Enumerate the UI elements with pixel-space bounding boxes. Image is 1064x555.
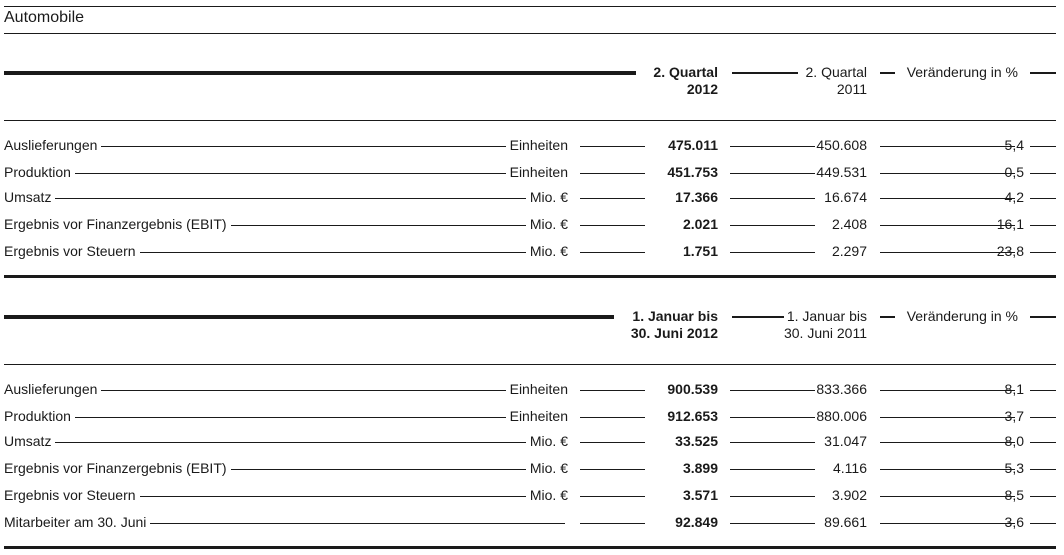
- row-label: Ergebnis vor Finanzergebnis (EBIT): [4, 460, 231, 476]
- leader-line: [580, 198, 645, 199]
- value-change: 4,2: [1004, 189, 1024, 205]
- leader-line: [730, 469, 815, 470]
- value-prior: 2.297: [831, 243, 867, 259]
- header-col-prior: [784, 308, 867, 342]
- leader-line: [580, 523, 645, 524]
- leader-line: [1030, 523, 1056, 524]
- leader-line: [880, 390, 1015, 391]
- table-row: [0, 379, 1064, 399]
- value-prior: 450.608: [816, 137, 867, 153]
- value-change: 8,1: [1004, 381, 1024, 397]
- row-label: Auslieferungen: [4, 137, 101, 153]
- row-unit: Mio. €: [526, 216, 568, 232]
- value-change: 3,6: [1004, 514, 1024, 530]
- row-unit: Einheiten: [506, 408, 568, 424]
- table-bottom-rule: [4, 275, 1056, 278]
- header-col-change: Veränderung in %: [906, 64, 1018, 80]
- row-label: Ergebnis vor Steuern: [4, 243, 140, 259]
- leader-line: [880, 496, 1015, 497]
- leader-line: [10, 198, 565, 199]
- leader-line: [730, 198, 815, 199]
- leader-line: [580, 390, 645, 391]
- row-unit: Mio. €: [526, 433, 568, 449]
- leader-line: [1030, 198, 1056, 199]
- header-col-prior-line2: 30. Juni 2011: [783, 325, 867, 341]
- value-change: –5,3: [996, 460, 1024, 476]
- leader-line: [1030, 252, 1056, 253]
- value-current: 92.849: [675, 514, 718, 530]
- leader-line: [1030, 442, 1056, 443]
- leader-line: [730, 442, 815, 443]
- table-row: [0, 406, 1064, 426]
- table-row: [0, 431, 1064, 451]
- leader-line: [580, 496, 645, 497]
- table-row: [0, 485, 1064, 505]
- value-current: 1.751: [682, 243, 718, 259]
- leader-line: [580, 442, 645, 443]
- header-col-current-line1: 1. Januar bis: [632, 308, 718, 324]
- leader-line: [730, 523, 815, 524]
- table-row: [0, 187, 1064, 207]
- header-rule: [1030, 72, 1056, 74]
- row-unit: Mio. €: [526, 189, 568, 205]
- value-prior: 2.408: [831, 216, 867, 232]
- header-col-current: [631, 308, 718, 342]
- leader-line: [580, 146, 645, 147]
- leader-line: [10, 417, 565, 418]
- value-current: 3.899: [682, 460, 718, 476]
- table-row: [0, 162, 1064, 182]
- header-col-prior: [806, 64, 867, 98]
- value-current: 33.525: [675, 433, 718, 449]
- leader-line: [880, 173, 1015, 174]
- leader-line: [730, 146, 815, 147]
- value-prior: 4.116: [833, 460, 867, 476]
- row-unit: Einheiten: [506, 137, 568, 153]
- leader-line: [880, 417, 1015, 418]
- value-prior: 16.674: [824, 189, 867, 205]
- row-unit: Einheiten: [506, 164, 568, 180]
- header-bottom-rule: [4, 120, 1056, 121]
- leader-line: [580, 417, 645, 418]
- header-col-change: Veränderung in %: [906, 308, 1018, 324]
- header-rule: [732, 72, 798, 74]
- leader-line: [880, 469, 1015, 470]
- leader-line: [1030, 173, 1056, 174]
- leader-line: [10, 442, 565, 443]
- row-label: Umsatz: [4, 433, 55, 449]
- value-current: 2.021: [682, 216, 718, 232]
- row-label: Mitarbeiter am 30. Juni: [4, 514, 150, 530]
- table-row: [0, 214, 1064, 234]
- table-row: [0, 458, 1064, 478]
- leader-line: [730, 252, 815, 253]
- row-unit: Mio. €: [526, 243, 568, 259]
- header-col-prior-line1: 1. Januar bis: [786, 308, 867, 324]
- header-rule: [880, 72, 895, 74]
- row-label: Ergebnis vor Steuern: [4, 487, 140, 503]
- leader-line: [730, 173, 815, 174]
- value-prior: 833.366: [816, 381, 867, 397]
- header-bottom-rule: [4, 364, 1056, 365]
- row-label: Produktion: [4, 164, 75, 180]
- header-col-current-line2: 2012: [686, 81, 718, 97]
- value-prior: 3.902: [831, 487, 867, 503]
- title-rule: [4, 33, 1056, 34]
- value-current: 451.753: [667, 164, 718, 180]
- table-header: [0, 64, 1064, 119]
- leader-line: [1030, 390, 1056, 391]
- value-prior: 880.006: [816, 408, 867, 424]
- header-col-prior-line1: 2. Quartal: [805, 64, 867, 80]
- header-bar: [4, 315, 614, 319]
- page-title: Automobile: [4, 9, 85, 26]
- value-current: 475.011: [668, 137, 718, 153]
- leader-line: [580, 252, 645, 253]
- value-change: –16,1: [988, 216, 1024, 232]
- value-change: 0,5: [1004, 164, 1024, 180]
- table-row: [0, 512, 1064, 532]
- leader-line: [730, 496, 815, 497]
- leader-line: [730, 417, 815, 418]
- table-header: [0, 308, 1064, 363]
- leader-line: [1030, 417, 1056, 418]
- header-rule: [880, 316, 895, 318]
- value-change: –23,8: [988, 243, 1024, 259]
- value-change: –8,5: [996, 487, 1024, 503]
- leader-line: [1030, 146, 1056, 147]
- header-col-current-line1: 2. Quartal: [653, 64, 718, 80]
- header-col-prior-line2: 2011: [836, 81, 867, 97]
- value-current: 900.539: [667, 381, 718, 397]
- value-prior: 31.047: [824, 433, 867, 449]
- leader-line: [730, 225, 815, 226]
- top-rule: [4, 6, 1056, 7]
- leader-line: [880, 146, 1015, 147]
- value-current: 912.653: [667, 408, 718, 424]
- header-rule: [732, 316, 784, 318]
- header-col-current-line2: 30. Juni 2012: [630, 325, 718, 341]
- row-label: Produktion: [4, 408, 75, 424]
- row-label: Ergebnis vor Finanzergebnis (EBIT): [4, 216, 231, 232]
- header-col-current: [653, 64, 718, 98]
- leader-line: [1030, 469, 1056, 470]
- value-prior: 449.531: [816, 164, 867, 180]
- row-unit: Mio. €: [526, 487, 568, 503]
- header-rule: [1030, 316, 1056, 318]
- leader-line: [10, 173, 565, 174]
- value-change: 3,7: [1004, 408, 1024, 424]
- leader-line: [1030, 496, 1056, 497]
- leader-line: [730, 390, 815, 391]
- leader-line: [880, 198, 1015, 199]
- table-bottom-rule: [4, 546, 1056, 549]
- row-label: Auslieferungen: [4, 381, 101, 397]
- row-unit: Mio. €: [526, 460, 568, 476]
- leader-line: [580, 469, 645, 470]
- value-change: 5,4: [1004, 137, 1024, 153]
- leader-line: [580, 173, 645, 174]
- value-current: 17.366: [675, 189, 718, 205]
- header-bar: [4, 71, 636, 75]
- row-unit: Einheiten: [506, 381, 568, 397]
- value-change: 8,0: [1004, 433, 1024, 449]
- value-prior: 89.661: [824, 514, 867, 530]
- value-current: 3.571: [682, 487, 718, 503]
- table-row: [0, 241, 1064, 261]
- leader-line: [880, 442, 1015, 443]
- leader-line: [1030, 225, 1056, 226]
- leader-line: [580, 225, 645, 226]
- row-label: Umsatz: [4, 189, 55, 205]
- leader-line: [880, 523, 1015, 524]
- table-row: [0, 135, 1064, 155]
